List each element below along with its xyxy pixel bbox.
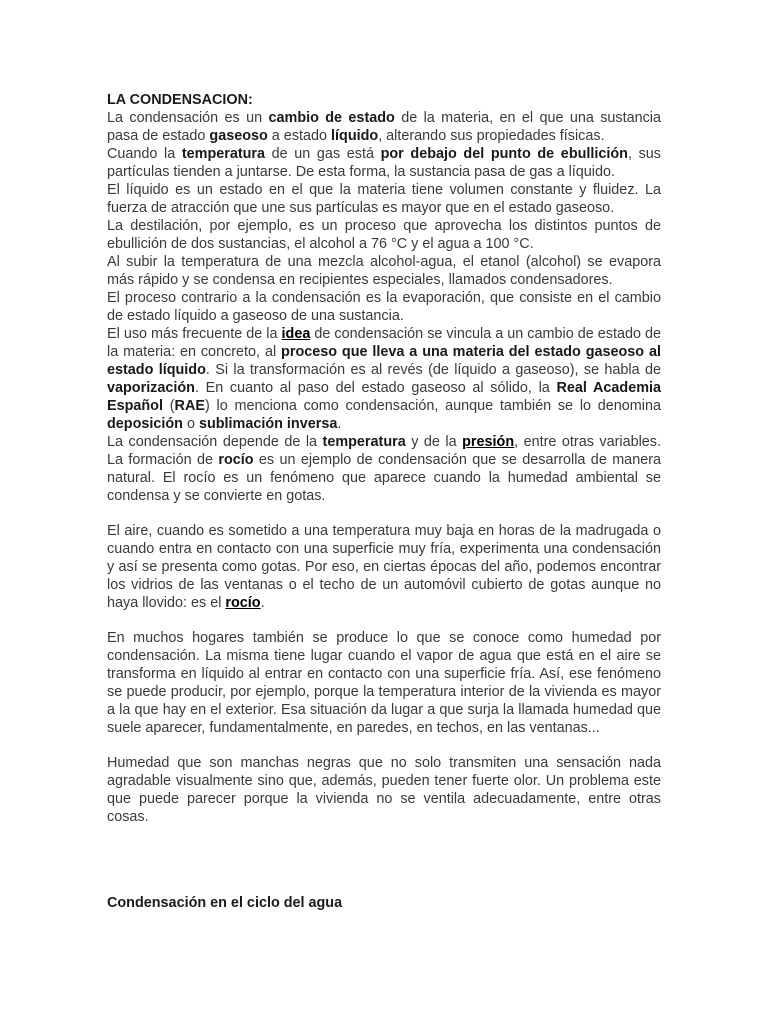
term-proceso: proceso que lleva a una materia del estado gaseoso al estado líquido xyxy=(107,344,661,378)
term-sublimacion-inversa: sublimación inversa xyxy=(198,416,338,432)
page-title: LA CONDENSACION: xyxy=(107,92,253,108)
term-temperatura-2: temperatura xyxy=(322,434,406,450)
link-rocio[interactable]: rocío xyxy=(225,595,261,611)
paragraph-liquid: El líquido es un estado en el que la materia tiene volumen constante y fluidez. La fuerza de atracción que une sus partículas es mayor que en el estado gaseoso. xyxy=(107,182,661,216)
paragraph-dependence: La condensación depende de la temperatura y de la presión, entre otras variables. La formación de rocío es un ejemplo de condensación que se desarrolla de manera natural. El rocío es un fenómeno que aparece cuando la humedad ambiental se condensa y se convierte en gotas. xyxy=(107,434,661,504)
link-presion[interactable]: presión xyxy=(462,434,515,450)
paragraph-humidity: En muchos hogares también se produce lo que se conoce como humedad por condensación. La misma tiene lugar cuando el vapor de agua que está en el aire se transforma en líquido al entrar en contacto con una superficie fría. Así, ese fenómeno se puede producir, por ejemplo, porque la temperatura interior de la vivienda es mayor a la que hay en el exterior. Esa situación da lugar a que surja la llamada humedad que suele aparecer, fundamentalmente, en paredes, en techos, en las ventanas... xyxy=(107,630,661,736)
paragraph-distillation: La destilación, por ejemplo, es un proceso que aprovecha los distintos puntos de ebullición de dos sustancias, el alcohol a 76 °C y el agua a 100 °C. xyxy=(107,218,661,252)
paragraph-usage: El uso más frecuente de la idea de condensación se vincula a un cambio de estado de la materia: en concreto, al proceso que lleva a una materia del estado gaseoso al estado líquido. Si la transformación es al revés (de líquido a gaseoso), se habla de vaporización. En cuanto al paso del estado gaseoso al sólido, la Real Academia Español (RAE) lo menciona como condensación, aunque también se lo denomina deposición o sublimación inversa. xyxy=(107,326,661,432)
term-vaporizacion: vaporización xyxy=(107,380,195,396)
paragraph-mixture: Al subir la temperatura de una mezcla alcohol-agua, el etanol (alcohol) se evapora más rápido y se condensa en recipientes especiales, llamados condensadores. xyxy=(107,254,661,288)
paragraph-evaporation: El proceso contrario a la condensación es la evaporación, que consiste en el cambio de estado líquido a gaseoso de una sustancia. xyxy=(107,290,661,324)
term-punto-ebullicion: por debajo del punto de ebullición xyxy=(380,146,628,162)
paragraph-definition: La condensación es un cambio de estado de la materia, en el que una sustancia pasa de estado gaseoso a estado líquido, alterando sus propiedades físicas. xyxy=(107,110,662,144)
link-idea[interactable]: idea xyxy=(281,326,311,342)
term-gaseoso: gaseoso xyxy=(209,128,268,144)
term-deposicion: deposición xyxy=(107,416,183,432)
spacer xyxy=(107,505,661,522)
term-rae: RAE xyxy=(174,398,205,414)
spacer xyxy=(107,612,661,629)
term-rocio: rocío xyxy=(218,452,254,468)
term-cambio-de-estado: cambio de estado xyxy=(268,110,395,126)
term-liquido: líquido xyxy=(331,128,379,144)
section-heading-water-cycle: Condensación en el ciclo del agua xyxy=(107,895,343,911)
spacer xyxy=(107,737,661,754)
paragraph-dew: El aire, cuando es sometido a una temperatura muy baja en horas de la madrugada o cuando entra en contacto con una superficie muy fría, experimenta una condensación y así se presenta como gotas. Por eso, en ciertas épocas del año, podemos encontrar los vidrios de las ventanas o el techo de un automóvil cubierto de gotas aunque no haya llovido: es el rocío. xyxy=(107,523,661,611)
paragraph-temperature: Cuando la temperatura de un gas está por debajo del punto de ebullición, sus partículas tienden a juntarse. De esta forma, la sustancia pasa de gas a líquido. xyxy=(107,146,662,180)
term-real-academia: Real Academia Español xyxy=(107,380,661,414)
paragraph-stains: Humedad que son manchas negras que no solo transmiten una sensación nada agradable visualmente sino que, además, pueden tener fuerte olor. Un problema este que puede parecer porque la vivienda no se ventila adecuadamente, entre otras cosas. xyxy=(107,755,661,825)
term-temperatura: temperatura xyxy=(181,146,266,162)
